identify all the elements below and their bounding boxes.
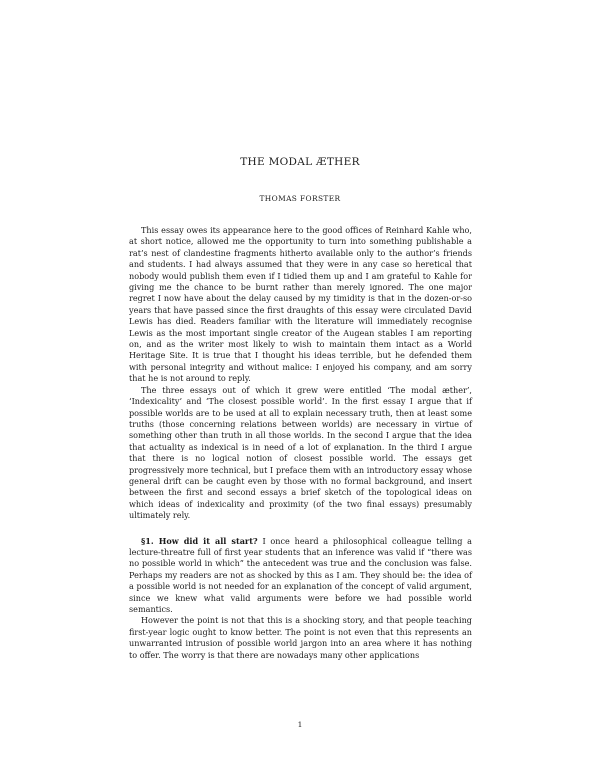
paper-body	[129, 225, 472, 661]
paragraph-closing: However the point is not that this is a shocking story, and that people teaching first-year logic ought to know better. The point is not even that this represents an unwarranted intrusion of possible world jargon into an area where it has nothing to offer. The worry is that there are nowadays many other applications	[129, 615, 472, 660]
paper-title: THE MODAL ÆTHER	[240, 156, 360, 168]
section-text: I once heard a philosophical colleague telling a lecture-threatre full of first year students that an inference was valid if “there was no possible world in which” the antecedent was true and the conclusion was false. Perhaps my readers are not as shocked by this as I am. They should be: the idea of a possible world is not needed for an explanation of the concept of valid argument, since we knew what valid arguments were before we had possible world semantics.	[129, 535, 473, 614]
page-number: 1	[297, 720, 303, 729]
paragraph-2: The three essays out of which it grew were entitled ‘The modal æther’, ‘Indexicality’ and ‘The closest possible world’. In the first essay I argue that if possible worlds are to be used at all to explain necessary truth, then at least some truths (those concerning relations between worlds) are necessary in virtue of something other than truth in all those worlds. In the second I argue that the idea that actuality as indexical is in need of a lot of explanation. In the third I argue that there is no logical notion of closest possible world. The essays get progressively more technical, but I preface them with an introductory essay whose general drift can be caught even by those with no formal background, and insert between the first and second essays a brief sketch of the topological ideas on which ideas of indexicality and proximity (of the two final essays) presumably ultimately rely.	[129, 384, 472, 521]
section-1-paragraph	[129, 536, 472, 616]
section-heading: §1. How did it all start?	[141, 535, 258, 546]
paragraph-1: This essay owes its appearance here to the good offices of Reinhard Kahle who, at short notice, allowed me the opportunity to turn into something publishable a rat’s nest of clandestine fragments hitherto available only to the author’s friends and students. I had always assumed that they were in any case so heretical that nobody would publish them even if I tidied them up and I am grateful to Kahle for giving me the chance to be burnt rather than merely ignored. The one major regret I now have about the delay caused by my timidity is that in the dozen-or-so years that have passed since the first draughts of this essay were circulated David Lewis has died. Readers familiar with the literature will immediately recognise Lewis as the most important single creator of the Augean stables I am reporting on, and as the writer most likely to wish to maintain them intact as a World Heritage Site. It is true that I thought his ideas terrible, but he defended them with personal integrity and without malice: I enjoyed his company, and am sorry that he is not around to reply.	[129, 225, 472, 384]
paper-author: THOMAS FORSTER	[259, 194, 341, 203]
